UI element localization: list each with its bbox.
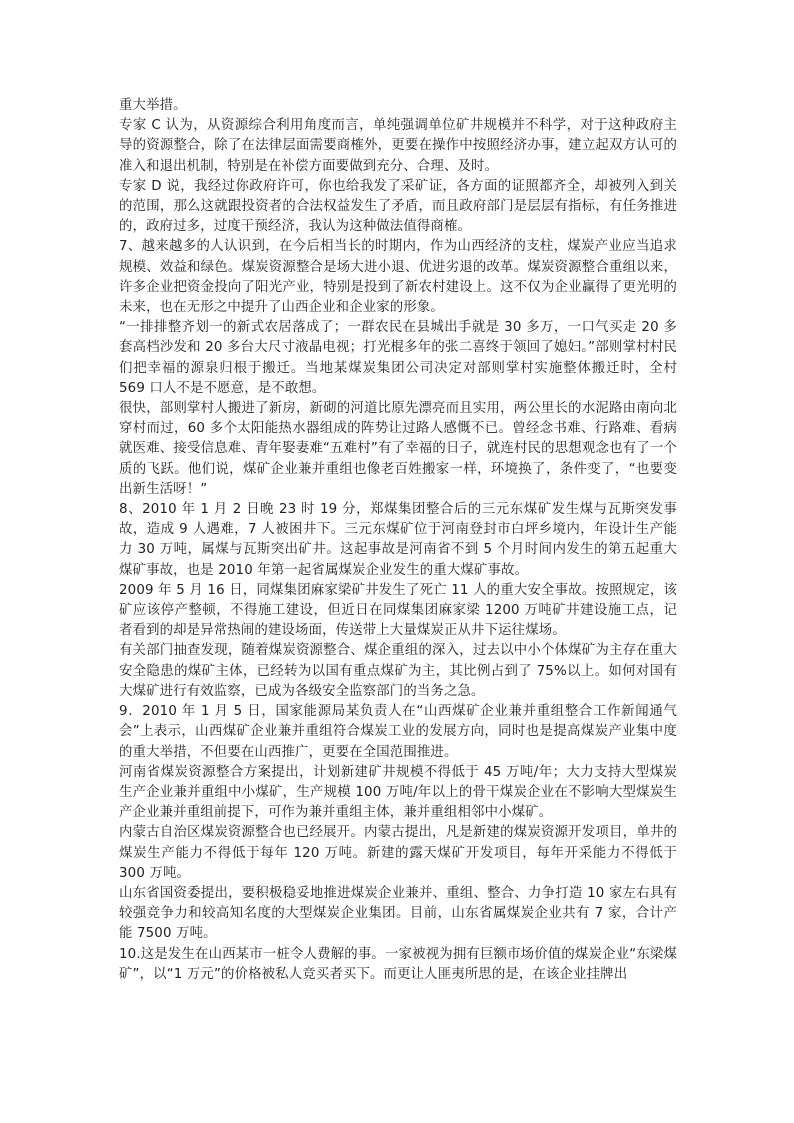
paragraph-inner-mongolia: 内蒙古自治区煤炭资源整合也已经展开。内蒙古提出，凡是新建的煤炭资源开发项目，单井的煤炭生产能力不得低于每年 120 万吨。新建的露天煤矿开发项目，每年开采能力不得低于 300 万吨。 xyxy=(119,825,677,881)
paragraph-expert-d: 专家 D 说，我经过你政府许可，你也给我发了采矿证，各方面的证照都齐全，却被列入到关的范围，那么这就跟投资者的合法权益发生了矛盾，而且政府部门是层层有指标，有任务推进的，政府过多，过度干预经济，我认为这种做法值得商榷。 xyxy=(119,178,677,235)
paragraph-inspection: 有关部门抽查发现，随着煤炭资源整合、煤企重组的深入，过去以中小个体煤矿为主存在重大安全隐患的煤矿主体，已经转为以国有重点煤矿为主，其比例占到了 75%以上。如何对国有大煤矿进行有效监察，已成为各级安全监察部门的当务之急。 xyxy=(119,643,677,699)
paragraph-village-relocation: 很快，部则掌村人搬进了新房，新砌的河道比原先漂亮而且实用，两公里长的水泥路由南向北穿村而过，60 多个太阳能热水器组成的阵势让过路人感慨不已。曾经念书难、行路难、看病就医难、接受信息难、青年娶妻难“五难村”有了幸福的日子，就连村民的思想观念也有了一个质的飞跃。他们说，煤矿企业兼并重组也像老百姓搬家一样，环境换了，条件变了，“也要变出新生活呀！” xyxy=(119,401,677,497)
paragraph-item-7: 7、越来越多的人认识到，在今后相当长的时期内，作为山西经济的支柱，煤炭产业应当追求规模、效益和绿色。煤炭资源整合是场大进小退、优进劣退的改革。煤炭资源整合重组以来，许多企业把资金投向了阳光产业，特别是投到了新农村建设上。这不仅为企业赢得了更光明的未来，也在无形之中提升了山西企业和企业家的形象。 xyxy=(119,239,677,316)
paragraph-expert-c: 专家 C 认为，从资源综合利用角度而言，单纯强调单位矿井规模并不科学，对于这种政府主导的资源整合，除了在法律层面需要商榷外，更要在操作中按照经济办事，建立起双方认可的准入和退出机制，特别是在补偿方面要做到充分、合理、及时。 xyxy=(119,118,677,174)
document-body xyxy=(119,96,677,985)
paragraph-majialiang-accident: 2009 年 5 月 16 日，同煤集团麻家梁矿井发生了死亡 11 人的重大安全事故。按照规定，该矿应该停产整顿，不得施工建设，但近日在同煤集团麻家梁 1200 万吨矿井建设施工点，记者看到的却是异常热闹的建设场面，传送带上大量煤炭正从井下运往煤场。 xyxy=(119,582,677,639)
paragraph-item-8: 8、2010 年 1 月 2 日晚 23 时 19 分，郑煤集团整合后的三元东煤矿发生煤与瓦斯突发事故，造成 9 人遇难，7 人被困井下。三元东煤矿位于河南登封市白坪乡境内，年设计生产能力 30 万吨，属煤与瓦斯突出矿井。这起事故是河南省不到 5 个月时间内发生的第五起重大煤矿事故，也是 2010 年第一起省属煤炭企业发生的重大煤矿事故。 xyxy=(119,502,677,578)
paragraph-henan-plan: 河南省煤炭资源整合方案提出，计划新建矿井规模不得低于 45 万吨/年；大力支持大型煤炭生产企业兼并重组中小煤矿，生产规模 100 万吨/年以上的骨干煤炭企业在不影响大型煤炭生产企业兼并重组前提下，可作为兼并重组主体，兼并重组相邻中小煤矿。 xyxy=(119,764,677,821)
paragraph-shandong: 山东省国资委提出，要积极稳妥地推进煤炭企业兼并、重组、整合、力争打造 10 家左右具有较强竞争力和较高知名度的大型煤炭企业集团。目前，山东省属煤炭企业共有 7 家，合计产能 7500 万吨。 xyxy=(119,885,677,942)
paragraph-item-9: 9．2010 年 1 月 5 日，国家能源局某负责人在“山西煤矿企业兼并重组整合工作新闻通气会”上表示，山西煤矿企业兼并重组符合煤炭工业的发展方向，同时也是提高煤炭产业集中度的重大举措，不但要在山西推广，更要在全国范围推进。 xyxy=(119,704,677,760)
paragraph-item-10: 10.这是发生在山西某市一桩令人费解的事。一家被视为拥有巨额市场价值的煤炭企业“东梁煤矿”，以“1 万元”的价格被私人竞买者买下。而更让人匪夷所思的是，在该企业挂牌出 xyxy=(119,946,677,982)
paragraph-continuation: 重大举措。 xyxy=(119,98,187,113)
paragraph-village-quote: “一排排整齐划一的新式农居落成了；一群农民在县城出手就是 30 多万，一口气买走 20 多套高档沙发和 20 多台大尺寸液晶电视；打光棍多年的张二喜终于领回了媳妇。”部则掌村村民们把幸福的源泉归根于搬迁。当地某煤炭集团公司决定对部则掌村实施整体搬迁时，全村 569 口人不是不愿意，是不敢想。 xyxy=(119,320,677,396)
